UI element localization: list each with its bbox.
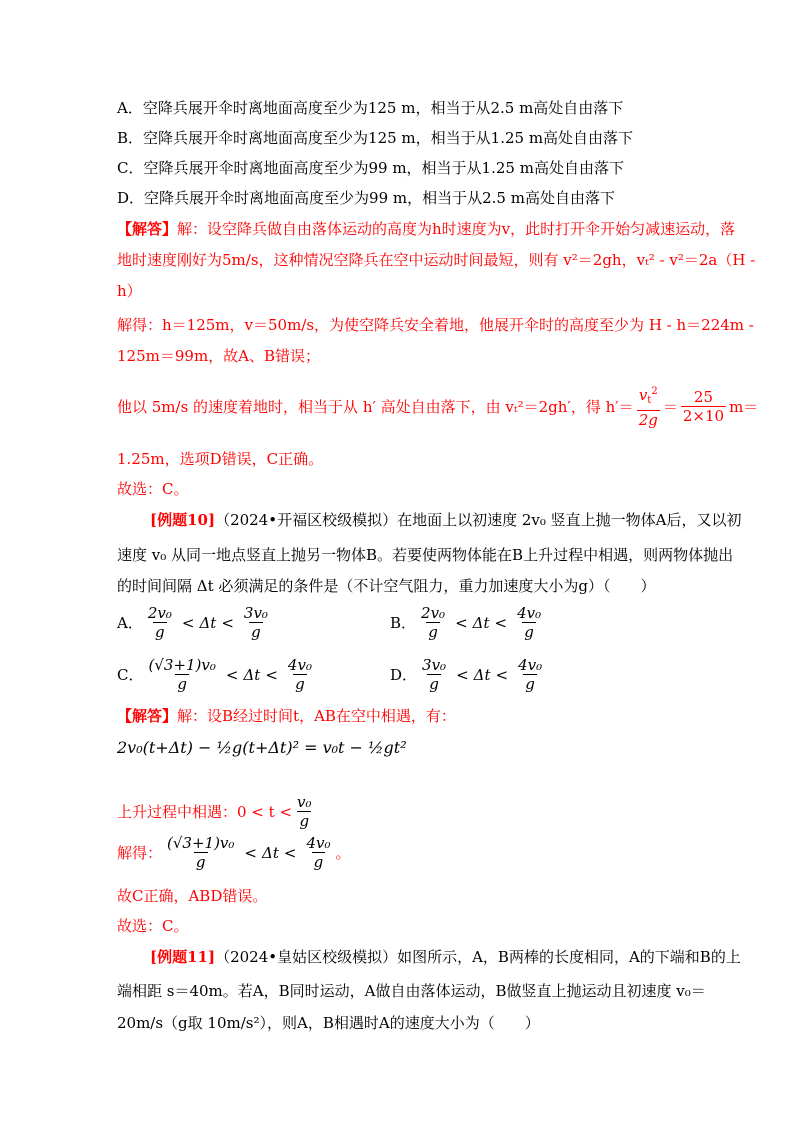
question11-line2: 端相距 s＝40m。若A，B同时运动，A做自由落体运动，B做竖直上抛运动且初速度 v₀＝ <box>117 982 706 1000</box>
question10-option-b: B． $\frac{\text{2v₀}}{g}$ < Δt < $\frac{\text{4v₀}}{g}$ <box>390 604 542 641</box>
option-a-prev: A．空降兵展开伞时离地面高度至少为125 m，相当于从2.5 m高处自由落下 <box>117 99 624 117</box>
solution9-line4: 解得：h＝125m，v＝50m/s，为使空降兵安全着地，他展开伞时的高度至少为 H - h＝224m - <box>117 316 754 334</box>
question10-line2: 速度 v₀ 从同一地点竖直上抛另一物体B。若要使两物体能在B上升过程中相遇，则两物体抛出 <box>117 546 734 564</box>
answer-tag: 【解答】 <box>117 220 178 238</box>
question10-option-a: A． $\frac{\text{2v₀}}{g}$ < Δt < $\frac{\text{3v₀}}{g}$ <box>117 604 268 641</box>
question10-tag: [例题10] <box>150 511 216 529</box>
solution9-line2: 地时速度刚好为5m/s，这种情况空降兵在空中运动时间最短，则有 v²＝2gh，vₜ² - v²＝2a（H - <box>117 251 756 269</box>
solution10-line3: 解得： $\frac{\text{(√3+1)v₀}}{g}$ < Δt < $\frac{\text{4v₀}}{g}$ 。 <box>117 834 351 871</box>
solution10-equation: 2v₀(t+Δt) − ½g(t+Δt)² = v₀t − ½gt² <box>117 738 407 757</box>
answer-tag: 【解答】 <box>117 707 178 725</box>
solution9-line6: 他以 5m/s 的速度着地时，相当于从 h′ 高处自由落下，由 vₜ²＝2gh′，得 h′ ＝ $\frac{v_t^2}{2g}$ ＝ $\frac{25}{2\times 10}$ m＝ <box>117 383 758 429</box>
solution10-line4: 故C正确，ABD错误。 <box>117 887 268 905</box>
question10-line1: [例题10]（2024•开福区校级模拟）在地面上以初速度 2v₀ 竖直上抛一物体A后，又以初 <box>150 511 742 529</box>
question11-tag: [例题11] <box>150 948 216 966</box>
fraction-vt2-over-2g: $\frac{v_t^2}{2g}$ <box>638 386 658 429</box>
solution9-line5: 125m＝99m，故A、B错误； <box>117 347 321 365</box>
solution10-line1: 【解答】解：设B经过时间t，AB在空中相遇，有： <box>117 707 456 725</box>
solution9-line7: 1.25m，选项D错误，C正确。 <box>117 450 324 468</box>
question10-option-d: D． $\frac{\text{3v₀}}{g}$ < Δt < $\frac{\text{4v₀}}{g}$ <box>390 656 543 693</box>
fraction-25-over-20: $\frac{25}{2\times 10}$ <box>682 387 725 425</box>
solution10-line5: 故选：C。 <box>117 917 189 935</box>
solution9-line1: 【解答】解：设空降兵做自由落体运动的高度为h时速度为v，此时打开伞开始匀减速运动，落 <box>117 220 736 238</box>
option-b-prev: B．空降兵展开伞时离地面高度至少为125 m，相当于从1.25 m高处自由落下 <box>117 129 634 147</box>
option-d-prev: D．空降兵展开伞时离地面高度至少为99 m，相当于从2.5 m高处自由落下 <box>117 189 615 207</box>
solution9-line8: 故选：C。 <box>117 480 189 498</box>
solution9-line3: h） <box>117 282 142 300</box>
question11-line3: 20m/s（g取 10m/s²），则A，B相遇时A的速度大小为（ ） <box>117 1014 540 1032</box>
question10-line3: 的时间间隔 Δt 必须满足的条件是（不计空气阻力，重力加速度大小为g）（ ） <box>117 577 656 595</box>
solution10-line2: 上升过程中相遇：0 < t < $\frac{\text{v₀}}{g}$ <box>117 793 312 830</box>
question10-option-c: C． $\frac{\text{(√3+1)v₀}}{g}$ < Δt < $\frac{\text{4v₀}}{g}$ <box>117 656 312 693</box>
option-c-prev: C．空降兵展开伞时离地面高度至少为99 m，相当于从1.25 m高处自由落下 <box>117 159 624 177</box>
question11-line1: [例题11]（2024•皇姑区校级模拟）如图所示，A，B两棒的长度相同，A的下端和B的上 <box>150 948 741 966</box>
